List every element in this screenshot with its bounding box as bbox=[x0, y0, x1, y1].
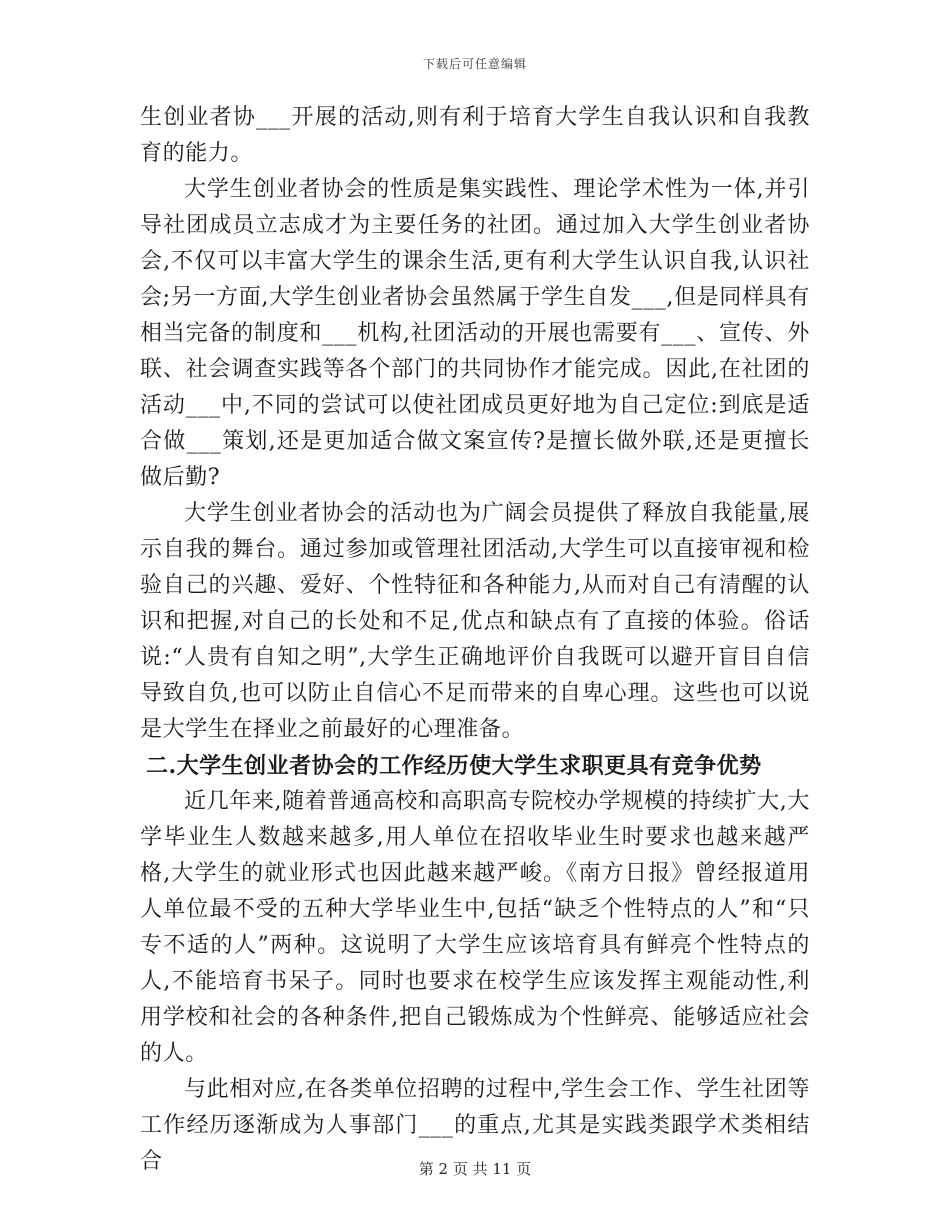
paragraph-1: 生创业者协___开展的活动,则有利于培育大学生自我认识和自我教育的能力。 bbox=[140, 105, 810, 166]
page-number-footer: 第 2 页 共 11 页 bbox=[418, 1160, 532, 1178]
document-body bbox=[140, 100, 810, 1180]
paragraph-4: 近几年来,随着普通高校和高职高专院校办学规模的持续扩大,大学毕业生人数越来越多,用人单位在招收毕业生时要求也越来越严格,大学生的就业形式也因此越来越严峻。《南方日报》曾经报道用人单位最不受的五种大学毕业生中,包括“缺乏个性特点的人”和“只专不适的人”两种。这说明了大学生应该培育具有鲜亮个性特点的人,不能培育书呆子。同时也要求在校学生应该发挥主观能动性,利用学校和社会的各种条件,把自己锻炼成为个性鲜亮、能够适应社会的人。 bbox=[140, 789, 810, 1066]
paragraph-5: 与此相对应,在各类单位招聘的过程中,学生会工作、学生社团等工作经历逐渐成为人事部门___的重点,尤其是实践类跟学术类相结合 bbox=[140, 1077, 810, 1174]
paragraph-3: 大学生创业者协会的活动也为广阔会员提供了释放自我能量,展示自我的舞台。通过参加或管理社团活动,大学生可以直接审视和检验自己的兴趣、爱好、个性特征和各种能力,从而对自己有清醒的认识和把握,对自己的长处和不足,优点和缺点有了直接的体验。俗话说:“人贵有自知之明”,大学生正确地评价自我既可以避开盲目自信导致自负,也可以防止自信心不足而带来的自卑心理。这些也可以说是大学生在择业之前最好的心理准备。 bbox=[140, 501, 810, 742]
section-heading: 二.大学生创业者协会的工作经历使大学生求职更具有竞争优势 bbox=[146, 753, 762, 779]
page-header: 下载后可任意编辑 bbox=[422, 57, 527, 71]
paragraph-2: 大学生创业者协会的性质是集实践性、理论学术性为一体,并引导社团成员立志成才为主要任务的社团。通过加入大学生创业者协会,不仅可以丰富大学生的课余生活,更有利大学生认识自我,认识社会;另一方面,大学生创业者协会虽然属于学生自发___,但是同样具有相当完备的制度和___机构,社团活动的开展也需要有___、宣传、外联、社会调查实践等各个部门的共同协作才能完成。因此,在社团的活动___中,不同的尝试可以使社团成员更好地为自己定位:到底是适合做___策划,还是更加适合做文案宣传?是擅长做外联,还是更擅长做后勤? bbox=[140, 177, 810, 490]
